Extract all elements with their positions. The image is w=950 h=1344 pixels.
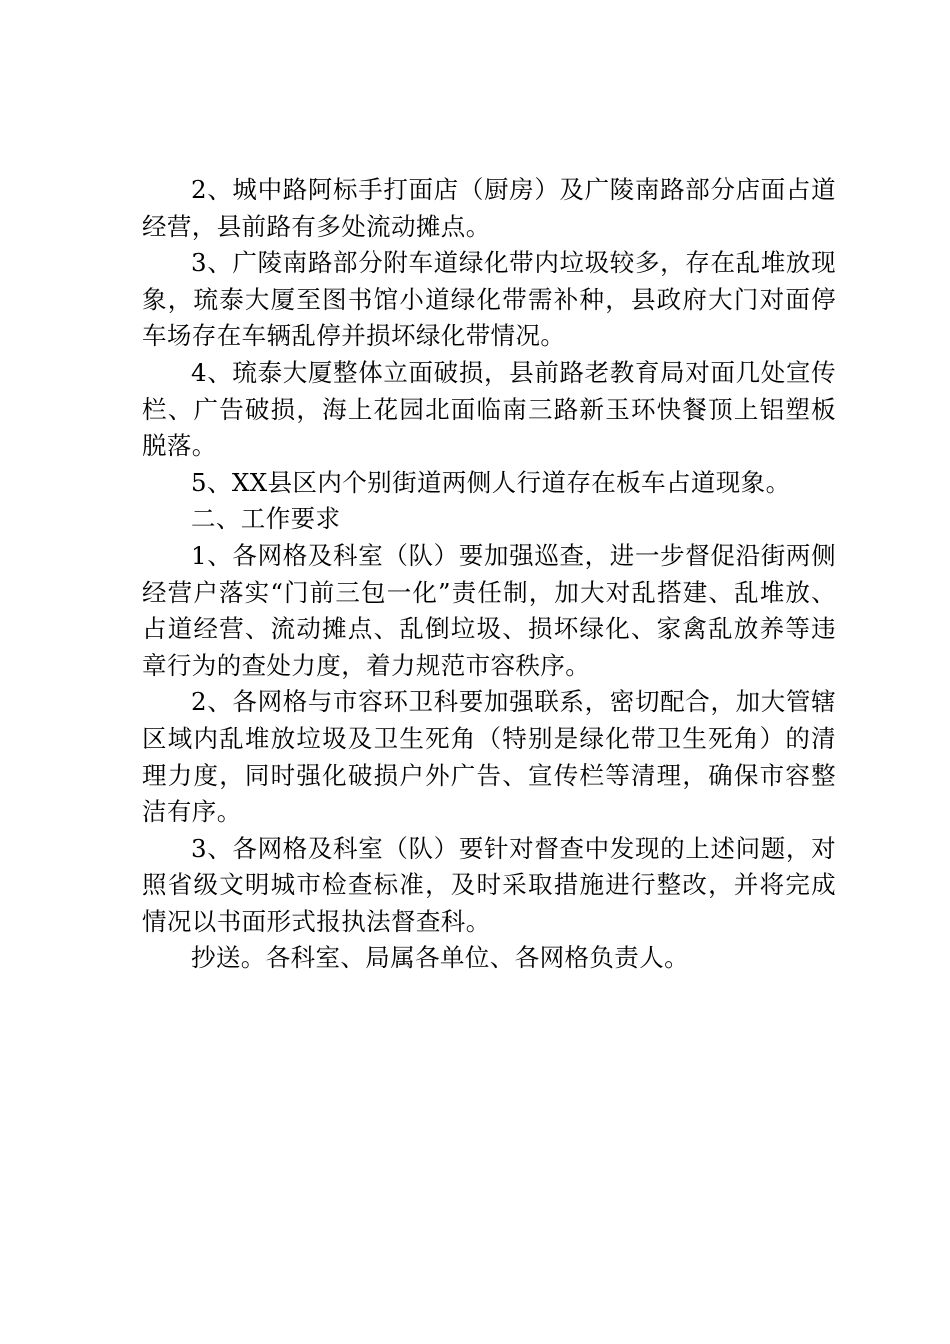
problem-item-5: 5、XX县区内个别街道两侧人行道存在板车占道现象。 — [191, 467, 791, 497]
problem-item-4: 4、琉泰大厦整体立面破损，县前路老教育局对面几处宣传栏、广告破损，海上花园北面临南三路新玉环快餐顶上铝塑板脱落。 — [142, 357, 836, 461]
cc-line: 抄送。各科室、局属各单位、各网格负责人。 — [191, 943, 689, 973]
requirement-item-3: 3、各网格及科室（队）要针对督查中发现的上述问题，对照省级文明城市检查标准，及时采取措施进行整改，并将完成情况以书面形式报执法督查科。 — [142, 833, 836, 936]
problem-item-2: 2、城中路阿标手打面店（厨房）及广陵南路部分店面占道经营，县前路有多处流动摊点。 — [142, 175, 836, 241]
section-heading-work-requirements: 二、工作要求 — [191, 504, 341, 534]
requirement-item-2: 2、各网格与市容环卫科要加强联系，密切配合，加大管辖区域内乱堆放垃圾及卫生死角（特别是绿化带卫生死角）的清理力度，同时强化破损户外广告、宣传栏等清理，确保市容整洁有序。 — [142, 687, 836, 827]
document-body — [142, 172, 836, 977]
problem-item-3: 3、广陵南路部分附车道绿化带内垃圾较多，存在乱堆放现象，琉泰大厦至图书馆小道绿化带需补种，县政府大门对面停车场存在车辆乱停并损坏绿化带情况。 — [142, 248, 836, 351]
requirement-item-1: 1、各网格及科室（队）要加强巡查，进一步督促沿街两侧经营户落实“门前三包一化”责任制，加大对乱搭建、乱堆放、占道经营、流动摊点、乱倒垃圾、损坏绿化、家禽乱放养等违章行为的查处力度，着力规范市容秩序。 — [142, 540, 836, 680]
